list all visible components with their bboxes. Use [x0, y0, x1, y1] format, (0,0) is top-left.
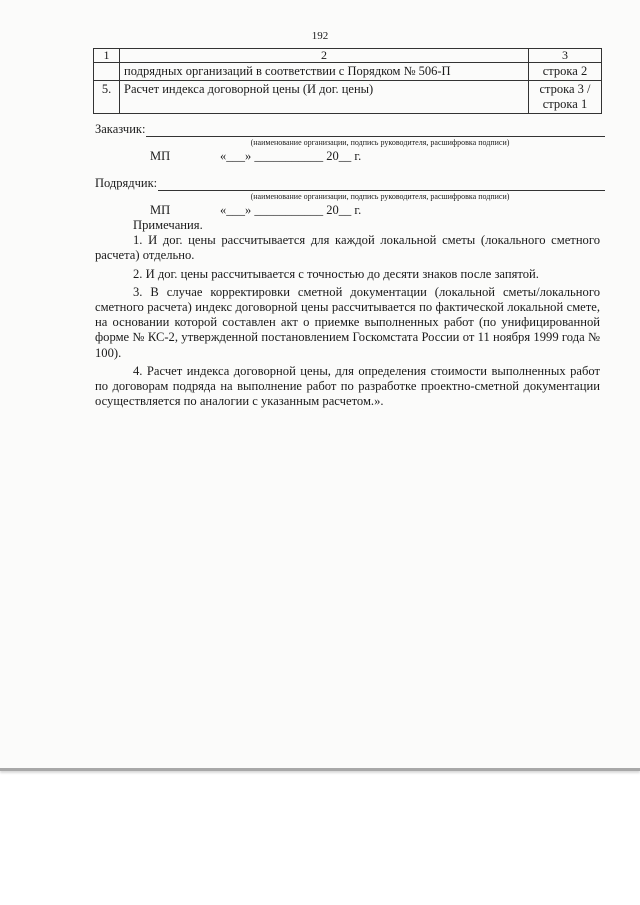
- row-text-cell: Расчет индекса договорной цены (И дог. цены): [120, 81, 529, 114]
- notes-section: [95, 218, 600, 412]
- table-row: [94, 63, 602, 81]
- customer-signature-line: [146, 124, 605, 137]
- contractor-stamp-label: МП: [150, 203, 171, 217]
- table-header-cell: 1: [94, 49, 120, 63]
- note-item: 1. И дог. цены рассчитывается для каждой локальной сметы (локального сметного расчета) отдельно.: [95, 233, 600, 263]
- customer-signature-block: [95, 122, 605, 164]
- customer-label: Заказчик:: [95, 122, 146, 136]
- contractor-signature-line: [158, 178, 605, 191]
- row-ref-cell: строка 3 / строка 1: [529, 81, 602, 114]
- row-text-cell: подрядных организаций в соответствии с Порядком № 506-П: [120, 63, 529, 81]
- customer-date: «___» ___________ 20__ г.: [220, 149, 362, 163]
- contractor-signature-block: [95, 176, 605, 218]
- table-row: [94, 81, 602, 114]
- row-number-cell: [94, 63, 120, 81]
- table-header-cell: 3: [529, 49, 602, 63]
- note-item: 2. И дог. цены рассчитывается с точностью до десяти знаков после запятой.: [133, 266, 539, 281]
- row-ref-cell: строка 2: [529, 63, 602, 81]
- note-item: 3. В случае корректировки сметной документации (локальной сметы/локального сметного расчета) индекс договорной цены рассчитывается по фактической локальной смете, на основании которой составлен акт о приемке выполненных работ (по унифицированной форме № КС-2, утвержденной постановлением Госкомстата России от 11 ноября 1999 года № 100).: [95, 284, 600, 360]
- table-header-row: [94, 49, 602, 63]
- contractor-hint: (наименование организации, подпись руководителя, расшифровка подписи): [250, 192, 510, 201]
- customer-stamp-label: МП: [150, 149, 171, 163]
- notes-title: Примечания.: [133, 218, 203, 232]
- customer-hint: (наименование организации, подпись руководителя, расшифровка подписи): [250, 138, 510, 147]
- table-header-cell: 2: [120, 49, 529, 63]
- page-number: 192: [311, 30, 329, 42]
- contractor-label: Подрядчик:: [95, 176, 158, 190]
- row-number-cell: 5.: [94, 81, 120, 114]
- note-item: 4. Расчет индекса договорной цены, для определения стоимости выполненных работ по договорам подряда на выполнение работ по разработке проектно-сметной документации осуществляется по аналогии с указанным расчетом.».: [95, 363, 600, 409]
- calculation-table: [93, 48, 602, 114]
- contractor-date: «___» ___________ 20__ г.: [220, 203, 362, 217]
